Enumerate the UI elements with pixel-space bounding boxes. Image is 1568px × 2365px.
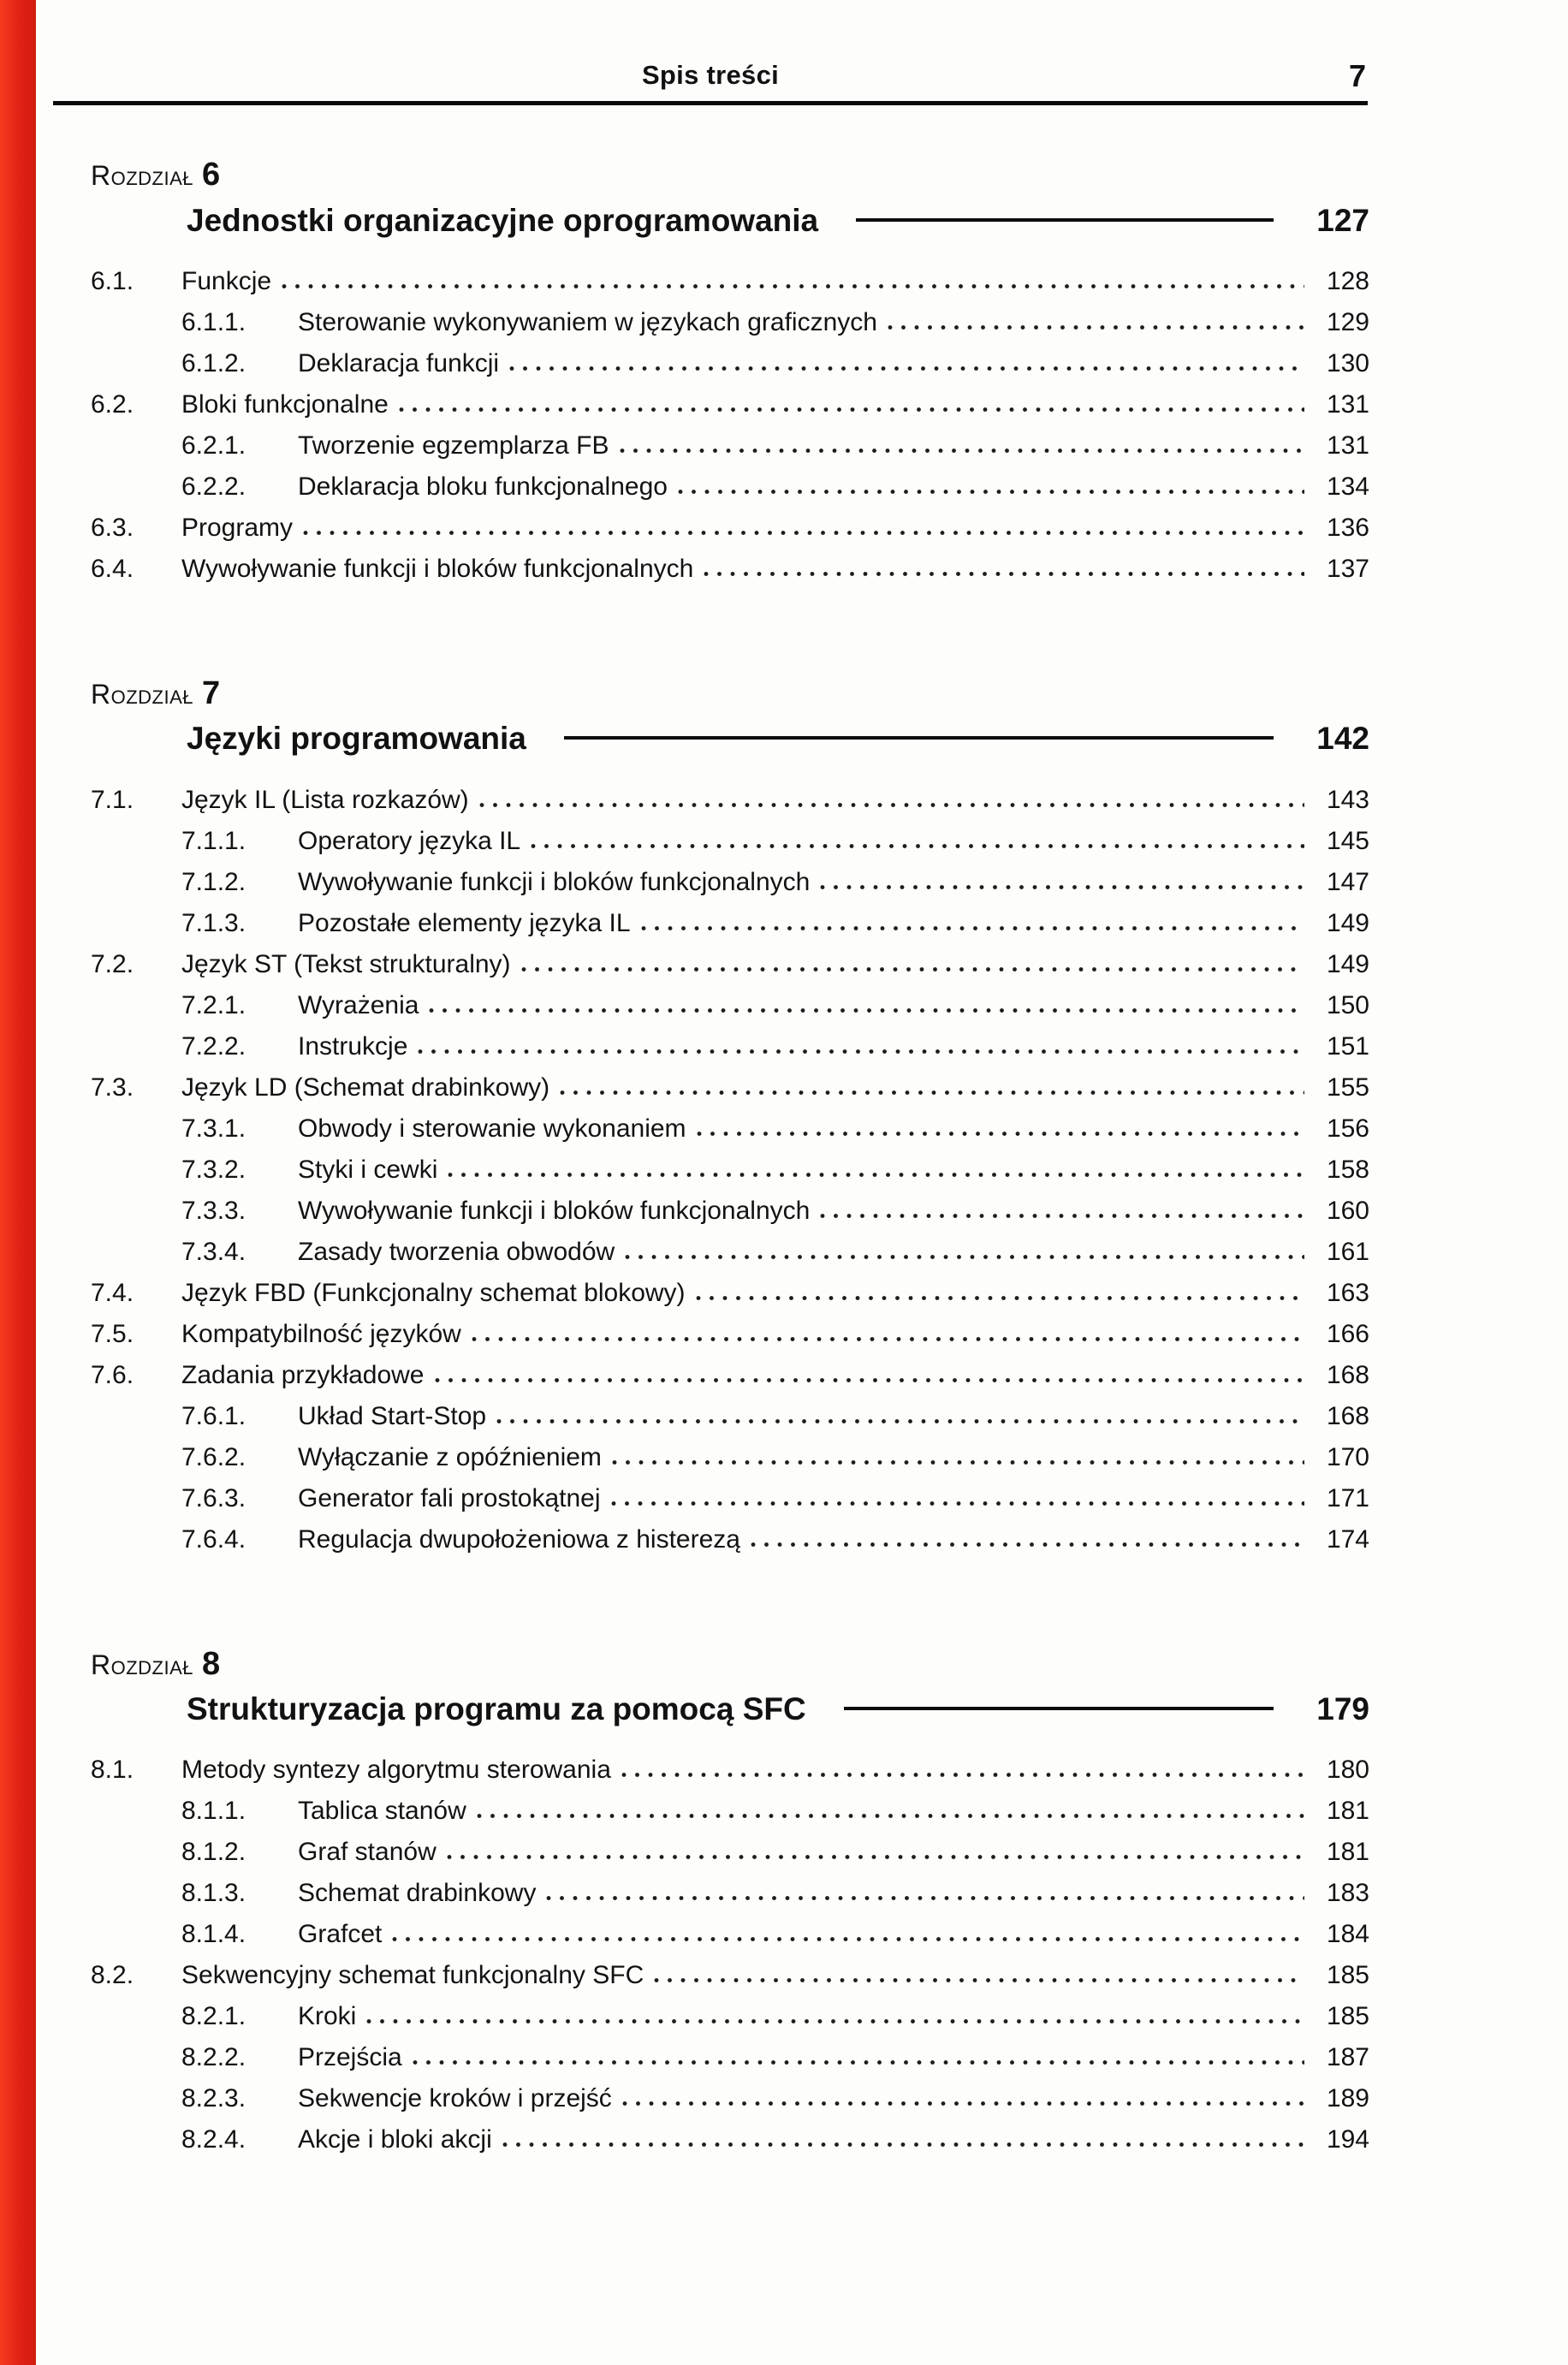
toc-entry-row — [91, 1914, 1369, 1955]
leader-dots — [496, 1418, 1304, 1424]
toc-entry-row — [91, 1478, 1369, 1519]
leader-dots — [429, 1007, 1304, 1013]
toc-entry-row — [91, 2119, 1369, 2160]
leader-dots — [392, 1936, 1304, 1942]
entry-page-number: 161 — [1326, 1237, 1369, 1266]
leader-dots — [612, 1459, 1304, 1465]
toc-entry-row — [91, 1191, 1369, 1232]
chapter-section — [91, 155, 1369, 590]
leader-dots — [435, 1377, 1305, 1383]
entry-number: 6.3. — [91, 513, 134, 542]
entry-number: 8.2.3. — [181, 2084, 246, 2113]
entry-page-number: 128 — [1326, 266, 1369, 295]
toc-entry-row — [91, 1873, 1369, 1914]
chapter-page-number: 142 — [1316, 721, 1369, 757]
leader-dots — [448, 1172, 1304, 1178]
leader-dots — [820, 1213, 1304, 1219]
chapter-page-number: 179 — [1316, 1691, 1369, 1726]
toc-entry-row — [91, 1273, 1369, 1314]
entry-number: 6.4. — [91, 554, 134, 583]
entry-page-number: 163 — [1326, 1278, 1369, 1307]
entry-title: Kroki — [298, 2002, 357, 2031]
toc-entry-row — [91, 261, 1369, 302]
entry-number: 7.5. — [91, 1319, 134, 1348]
entry-number: 7.2.1. — [181, 990, 246, 1019]
chapter-title-row — [91, 719, 1369, 758]
leader-dots — [447, 1854, 1304, 1860]
chapter-label: Rozdział — [91, 678, 194, 710]
leader-dots — [303, 530, 1304, 536]
entry-number: 7.3. — [91, 1073, 134, 1102]
entry-title: Zadania przykładowe — [181, 1360, 425, 1389]
leader-dots — [625, 1254, 1304, 1260]
entry-title: Styki i cewki — [298, 1155, 438, 1184]
toc-entry-row — [91, 2037, 1369, 2078]
toc-entry-row — [91, 302, 1369, 343]
entry-page-number: 136 — [1326, 513, 1369, 542]
chapter-title-row — [91, 201, 1369, 241]
toc-entry-row — [91, 1791, 1369, 1832]
entry-title: Sekwencje kroków i przejść — [298, 2084, 612, 2113]
leader-dots — [521, 966, 1304, 972]
entry-page-number: 131 — [1326, 389, 1369, 419]
entry-page-number: 185 — [1326, 2002, 1369, 2031]
leader-dots — [546, 1895, 1304, 1901]
toc-entry-row — [91, 508, 1369, 549]
entry-page-number: 137 — [1326, 554, 1369, 583]
entry-page-number: 129 — [1326, 307, 1369, 336]
entry-number: 7.1. — [91, 785, 134, 814]
entry-page-number: 168 — [1326, 1360, 1369, 1389]
entry-page-number: 149 — [1326, 908, 1369, 937]
entry-number: 6.1.1. — [181, 307, 246, 336]
entry-page-number: 143 — [1326, 785, 1369, 814]
chapter-label-row — [91, 1644, 1369, 1685]
entry-page-number: 168 — [1326, 1401, 1369, 1430]
toc-entry-row — [91, 1067, 1369, 1108]
header-page-number: 7 — [1348, 58, 1366, 93]
chapter-title: Strukturyzacja programu za pomocą SFC — [187, 1691, 806, 1726]
toc-entry-row — [91, 384, 1369, 425]
entry-title: Obwody i sterowanie wykonaniem — [298, 1114, 686, 1143]
chapter-label-row — [91, 155, 1369, 196]
toc-entry-row — [91, 425, 1369, 466]
leader-dots — [418, 1049, 1304, 1055]
entry-page-number: 158 — [1326, 1155, 1369, 1184]
toc-entry-row — [91, 343, 1369, 384]
entry-title: Język IL (Lista rozkazów) — [181, 785, 469, 814]
entry-title: Instrukcje — [298, 1031, 408, 1061]
entry-number: 8.2. — [91, 1961, 134, 1990]
entry-number: 6.2.1. — [181, 431, 246, 460]
leader-dots — [282, 283, 1304, 289]
entry-title: Grafcet — [298, 1920, 383, 1949]
chapter-title: Języki programowania — [187, 721, 526, 757]
entry-title: Generator fali prostokątnej — [298, 1483, 601, 1512]
entry-number: 6.2. — [91, 389, 134, 419]
entry-page-number: 183 — [1326, 1879, 1369, 1908]
entry-page-number: 185 — [1326, 1961, 1369, 1990]
entry-number: 8.2.2. — [181, 2043, 246, 2072]
toc-entry-row — [91, 1955, 1369, 1996]
leader-dots — [888, 324, 1304, 330]
entry-title: Deklaracja funkcji — [298, 348, 500, 377]
toc-entry-row — [91, 944, 1369, 985]
entry-number: 6.1.2. — [181, 348, 246, 377]
leader-dots — [697, 1131, 1304, 1137]
entry-page-number: 160 — [1326, 1196, 1369, 1225]
chapter-number: 6 — [202, 157, 221, 193]
entry-title: Język LD (Schemat drabinkowy) — [181, 1073, 550, 1102]
entry-page-number: 174 — [1326, 1524, 1369, 1554]
entry-number: 7.4. — [91, 1278, 134, 1307]
entry-title: Sekwencyjny schemat funkcjonalny SFC — [181, 1961, 644, 1990]
toc-entry-row — [91, 1519, 1369, 1560]
entry-title: Operatory języka IL — [298, 826, 521, 855]
entry-page-number: 181 — [1326, 1797, 1369, 1826]
toc-entry-row — [91, 1232, 1369, 1273]
entry-title: Pozostałe elementy języka IL — [298, 908, 631, 937]
entry-page-number: 187 — [1326, 2043, 1369, 2072]
entry-title: Programy — [181, 513, 294, 542]
entry-title: Wyłączanie z opóźnieniem — [298, 1442, 602, 1471]
entry-page-number: 150 — [1326, 990, 1369, 1019]
entry-number: 7.1.2. — [181, 867, 246, 896]
entry-page-number: 134 — [1326, 472, 1369, 501]
toc-entry-row — [91, 821, 1369, 862]
entry-page-number: 184 — [1326, 1920, 1369, 1949]
entry-title: Kompatybilność języków — [181, 1319, 461, 1348]
leader-dots — [654, 1977, 1304, 1983]
entry-title: Metody syntezy algorytmu sterowania — [181, 1756, 611, 1785]
entry-title: Wywoływanie funkcji i bloków funkcjonalnych — [181, 554, 694, 583]
leader-dots — [472, 1336, 1304, 1342]
leader-dots — [641, 925, 1304, 931]
page-header — [53, 0, 1368, 105]
entry-title: Wywoływanie funkcji i bloków funkcjonalnych — [298, 1196, 811, 1225]
toc-entry-row — [91, 862, 1369, 903]
chapter-rule — [844, 1707, 1274, 1710]
chapter-title: Jednostki organizacyjne oprogramowania — [187, 202, 819, 238]
entry-number: 8.1. — [91, 1756, 134, 1785]
leader-dots — [477, 1813, 1304, 1819]
toc-body — [0, 155, 1568, 2160]
chapter-label-row — [91, 674, 1369, 715]
chapter-number: 8 — [202, 1645, 221, 1682]
entry-title: Schemat drabinkowy — [298, 1879, 537, 1908]
chapter-section — [91, 1644, 1369, 2161]
leader-dots — [820, 884, 1304, 890]
leader-dots — [560, 1090, 1304, 1096]
chapter-rule — [856, 218, 1274, 222]
toc-entry-row — [91, 1996, 1369, 2037]
header-title: Spis treści — [641, 60, 780, 90]
entry-title: Funkcje — [181, 266, 272, 295]
entry-page-number: 151 — [1326, 1031, 1369, 1061]
entry-page-number: 166 — [1326, 1319, 1369, 1348]
chapter-section — [91, 674, 1369, 1560]
entry-number: 7.2. — [91, 949, 134, 978]
leader-dots — [502, 2142, 1304, 2148]
entry-number: 7.3.4. — [181, 1237, 246, 1266]
leader-dots — [531, 843, 1304, 849]
entry-page-number: 147 — [1326, 867, 1369, 896]
entry-title: Tablica stanów — [298, 1797, 466, 1826]
chapter-page-number: 127 — [1316, 202, 1369, 238]
entry-page-number: 155 — [1326, 1073, 1369, 1102]
entry-title: Przejścia — [298, 2043, 402, 2072]
toc-entry-row — [91, 1108, 1369, 1150]
entry-number: 7.6.3. — [181, 1483, 246, 1512]
entry-number: 6.2.2. — [181, 472, 246, 501]
entry-title: Wyrażenia — [298, 990, 419, 1019]
entry-page-number: 149 — [1326, 949, 1369, 978]
entry-page-number: 189 — [1326, 2084, 1369, 2113]
entry-title: Graf stanów — [298, 1838, 437, 1867]
entry-page-number: 194 — [1326, 2125, 1369, 2154]
entry-title: Język ST (Tekst strukturalny) — [181, 949, 511, 978]
toc-entry-row — [91, 780, 1369, 821]
entry-number: 8.2.4. — [181, 2125, 246, 2154]
entry-page-number: 130 — [1326, 348, 1369, 377]
entry-title: Sterowanie wykonywaniem w językach graficznych — [298, 307, 877, 336]
leader-dots — [678, 489, 1304, 495]
toc-entry-row — [91, 1355, 1369, 1396]
accent-stripe — [0, 0, 36, 2365]
leader-dots — [620, 448, 1305, 454]
leader-dots — [611, 1500, 1304, 1506]
chapter-entries — [91, 261, 1369, 590]
entry-title: Tworzenie egzemplarza FB — [298, 431, 609, 460]
leader-dots — [751, 1542, 1304, 1548]
entry-number: 7.6. — [91, 1360, 134, 1389]
entry-number: 7.6.2. — [181, 1442, 246, 1471]
entry-page-number: 181 — [1326, 1838, 1369, 1867]
entry-number: 7.1.1. — [181, 826, 246, 855]
entry-title: Układ Start-Stop — [298, 1401, 487, 1430]
entry-title: Wywoływanie funkcji i bloków funkcjonalnych — [298, 867, 811, 896]
entry-number: 8.1.2. — [181, 1838, 246, 1867]
entry-title: Język FBD (Funkcjonalny schemat blokowy) — [181, 1278, 686, 1307]
entry-number: 7.3.1. — [181, 1114, 246, 1143]
chapter-title-row — [91, 1690, 1369, 1729]
entry-number: 8.1.1. — [181, 1797, 246, 1826]
chapter-number: 7 — [202, 674, 221, 711]
toc-entry-row — [91, 466, 1369, 508]
entry-title: Zasady tworzenia obwodów — [298, 1237, 615, 1266]
entry-title: Deklaracja bloku funkcjonalnego — [298, 472, 668, 501]
entry-number: 8.1.3. — [181, 1879, 246, 1908]
entry-number: 6.1. — [91, 266, 134, 295]
entry-number: 7.3.2. — [181, 1155, 246, 1184]
chapter-entries — [91, 780, 1369, 1560]
chapter-label: Rozdział — [91, 160, 194, 191]
entry-number: 7.3.3. — [181, 1196, 246, 1225]
leader-dots — [696, 1295, 1304, 1301]
entry-number: 7.6.1. — [181, 1401, 246, 1430]
entry-number: 7.1.3. — [181, 908, 246, 937]
chapter-rule — [564, 736, 1274, 740]
entry-page-number: 145 — [1326, 826, 1369, 855]
entry-page-number: 156 — [1326, 1114, 1369, 1143]
leader-dots — [621, 1772, 1304, 1778]
leader-dots — [479, 802, 1304, 808]
toc-entry-row — [91, 1396, 1369, 1437]
toc-entry-row — [91, 549, 1369, 590]
entry-number: 7.6.4. — [181, 1524, 246, 1554]
toc-entry-row — [91, 1314, 1369, 1355]
entry-number: 8.2.1. — [181, 2002, 246, 2031]
entry-page-number: 170 — [1326, 1442, 1369, 1471]
entry-number: 8.1.4. — [181, 1920, 246, 1949]
chapter-entries — [91, 1750, 1369, 2160]
leader-dots — [413, 2059, 1304, 2065]
entry-page-number: 180 — [1326, 1756, 1369, 1785]
toc-entry-row — [91, 1150, 1369, 1191]
entry-page-number: 131 — [1326, 431, 1369, 460]
toc-entry-row — [91, 2078, 1369, 2119]
leader-dots — [704, 571, 1304, 577]
leader-dots — [366, 2018, 1304, 2024]
toc-entry-row — [91, 1750, 1369, 1791]
chapter-label: Rozdział — [91, 1649, 194, 1680]
leader-dots — [509, 365, 1304, 371]
leader-dots — [399, 407, 1304, 413]
entry-title: Regulacja dwupołożeniowa z histerezą — [298, 1524, 740, 1554]
entry-number: 7.2.2. — [181, 1031, 246, 1061]
toc-entry-row — [91, 1026, 1369, 1067]
entry-title: Akcje i bloki akcji — [298, 2125, 492, 2154]
leader-dots — [622, 2101, 1304, 2107]
toc-entry-row — [91, 903, 1369, 944]
toc-entry-row — [91, 985, 1369, 1026]
entry-title: Bloki funkcjonalne — [181, 389, 389, 419]
entry-page-number: 171 — [1326, 1483, 1369, 1512]
toc-entry-row — [91, 1832, 1369, 1873]
toc-entry-row — [91, 1437, 1369, 1478]
